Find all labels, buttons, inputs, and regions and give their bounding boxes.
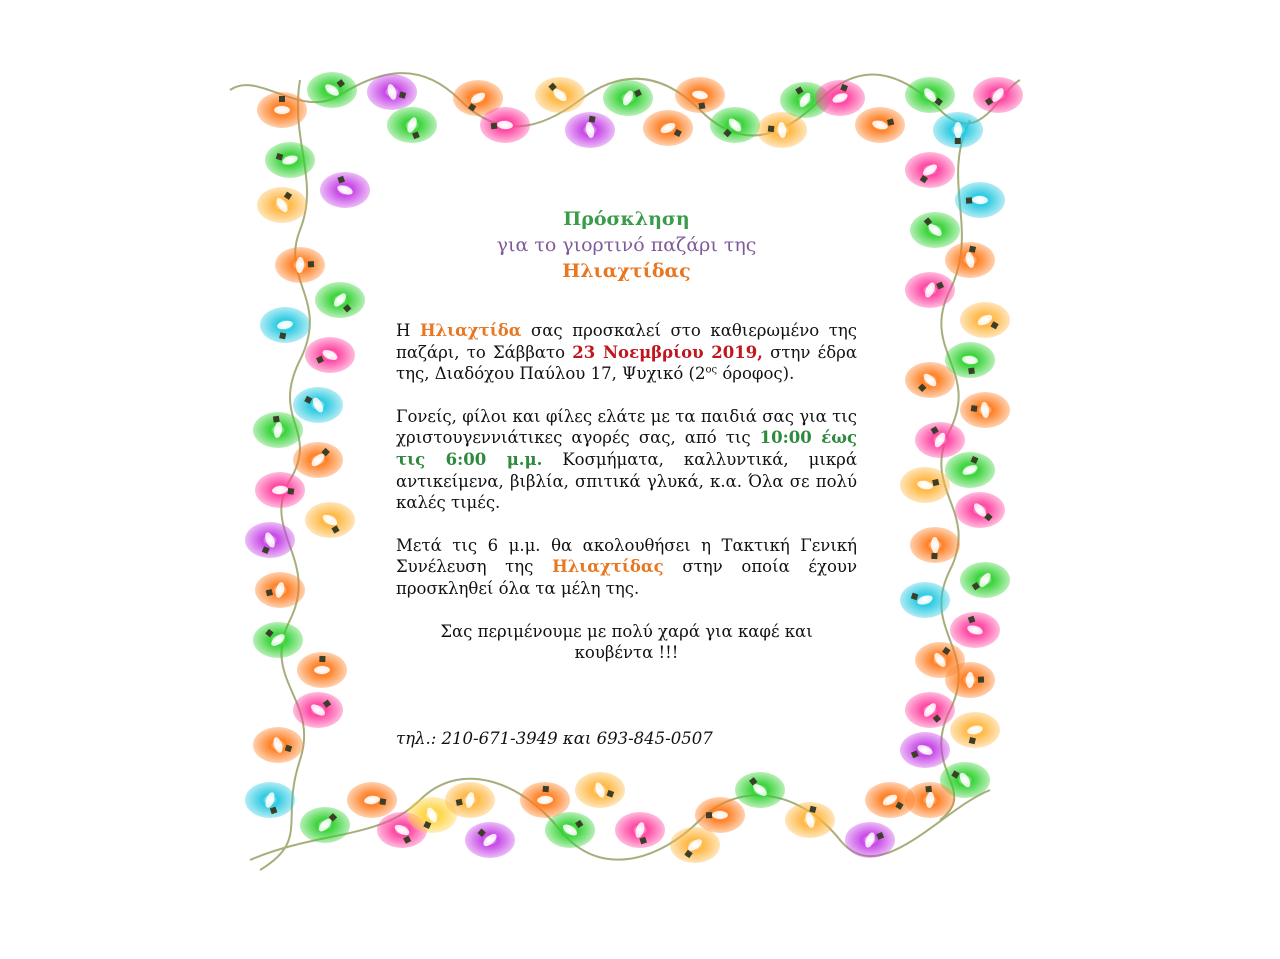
- event-date: 23 Νοεμβρίου 2019,: [572, 342, 763, 362]
- paragraph-invitation: [396, 320, 857, 385]
- light-bulb-icon: [520, 782, 570, 818]
- light-bulb-icon: [865, 782, 915, 818]
- light-bulb-icon: [257, 187, 307, 223]
- light-bulb-icon: [260, 307, 310, 343]
- p2-text-b: Κοσμήματα, καλλυντικά, μικρά αντικείμενα, βιβλία, σπιτικά γλυκά, κ.α. Όλα σε πολύ καλές τιμές.: [396, 449, 857, 513]
- light-bulb-icon: [960, 562, 1010, 598]
- light-bulb-icon: [315, 282, 365, 318]
- light-bulb-icon: [265, 142, 315, 178]
- title-line-1: Πρόσκληση: [563, 208, 690, 230]
- light-bulb-icon: [905, 272, 955, 308]
- light-bulb-icon: [900, 732, 950, 768]
- p1-text-c: στην έδρα της, Διαδόχου Παύλου 17, Ψυχικό (2: [396, 342, 858, 384]
- light-bulb-icon: [305, 502, 355, 538]
- light-bulb-icon: [845, 822, 895, 858]
- light-bulb-icon: [255, 572, 305, 608]
- p3-text-a: Μετά τις 6 μ.μ. θα ακολουθήσει η Τακτική Γενική Συνέλευση της: [396, 535, 857, 577]
- light-bulb-icon: [910, 527, 960, 563]
- light-bulb-icon: [955, 492, 1005, 528]
- light-bulb-icon: [945, 242, 995, 278]
- light-bulb-icon: [245, 782, 295, 818]
- light-bulb-icon: [347, 782, 397, 818]
- light-bulb-icon: [643, 110, 693, 146]
- light-bulb-icon: [815, 80, 865, 116]
- light-bulb-icon: [293, 387, 343, 423]
- invitation-document: [396, 206, 857, 749]
- title-line-3: Ηλιαχτίδας: [562, 260, 691, 282]
- light-bulb-icon: [257, 92, 307, 128]
- light-bulb-icon: [603, 80, 653, 116]
- paragraph-assembly: [396, 535, 857, 600]
- closing-text: Σας περιμένουμε με πολύ χαρά για καφέ και κουβέντα !!!: [440, 621, 813, 663]
- org-name-2: Ηλιαχτίδας: [552, 557, 664, 577]
- light-bulb-icon: [465, 822, 515, 858]
- light-bulb-icon: [960, 392, 1010, 428]
- light-bulb-icon: [275, 247, 325, 283]
- light-bulb-icon: [945, 662, 995, 698]
- light-bulb-icon: [905, 152, 955, 188]
- light-bulb-icon: [300, 807, 350, 843]
- floor-superscript: ος: [705, 364, 718, 376]
- light-bulb-icon: [695, 797, 745, 833]
- light-bulb-icon: [253, 412, 303, 448]
- phone-numbers: τηλ.: 210-671-3949 και 693-845-0507: [396, 728, 713, 748]
- light-bulb-icon: [565, 112, 615, 148]
- light-bulb-icon: [785, 802, 835, 838]
- light-bulb-icon: [615, 812, 665, 848]
- light-bulb-icon: [253, 727, 303, 763]
- light-bulb-icon: [910, 212, 960, 248]
- light-bulb-icon: [320, 172, 370, 208]
- light-bulb-icon: [955, 182, 1005, 218]
- light-bulb-icon: [535, 77, 585, 113]
- light-bulb-icon: [735, 772, 785, 808]
- light-bulb-icon: [945, 452, 995, 488]
- light-bulb-icon: [915, 422, 965, 458]
- light-bulb-icon: [900, 582, 950, 618]
- light-bulb-icon: [480, 107, 530, 143]
- p3-text-b: στην οποία έχουν προσκληθεί όλα τα μέλη της.: [396, 557, 857, 598]
- light-bulb-icon: [960, 302, 1010, 338]
- light-bulb-icon: [307, 72, 357, 108]
- p2-text-a: Γονείς, φίλοι και φίλες ελάτε με τα παιδιά σας για τις χριστουγεννιάτικες αγορές σας, από τις: [396, 406, 857, 448]
- light-bulb-icon: [710, 107, 760, 143]
- light-bulb-icon: [367, 74, 417, 110]
- title-line-2: για το γιορτινό παζάρι της: [496, 234, 757, 256]
- event-time: 10:00 έως τις 6:00 μ.μ.: [396, 428, 858, 469]
- paragraph-details: [396, 406, 857, 514]
- light-bulb-icon: [575, 772, 625, 808]
- light-bulb-icon: [387, 107, 437, 143]
- p1-text-d: όροφος).: [717, 364, 795, 384]
- light-bulb-icon: [293, 442, 343, 478]
- invitation-title: [396, 206, 857, 284]
- light-bulb-icon: [253, 622, 303, 658]
- org-name: Ηλιαχτίδα: [419, 321, 522, 340]
- light-bulb-icon: [905, 692, 955, 728]
- light-bulb-icon: [293, 692, 343, 728]
- light-bulb-icon: [255, 472, 305, 508]
- p1-text-b: σας προσκαλεί στο καθιερωμένο της παζάρι, το Σάββατο: [396, 321, 857, 362]
- light-bulb-icon: [245, 522, 295, 558]
- light-bulb-icon: [905, 362, 955, 398]
- light-bulb-icon: [297, 652, 347, 688]
- light-bulb-icon: [933, 112, 983, 148]
- p1-text-a: Η: [396, 321, 420, 340]
- light-bulb-icon: [900, 467, 950, 503]
- light-bulb-icon: [545, 812, 595, 848]
- light-bulb-icon: [305, 337, 355, 373]
- light-bulb-icon: [445, 782, 495, 818]
- light-bulb-icon: [950, 712, 1000, 748]
- light-bulb-icon: [973, 77, 1023, 113]
- light-bulb-icon: [905, 77, 955, 113]
- light-bulb-icon: [675, 77, 725, 113]
- light-bulb-icon: [670, 827, 720, 863]
- light-bulb-icon: [855, 107, 905, 143]
- light-bulb-icon: [950, 612, 1000, 648]
